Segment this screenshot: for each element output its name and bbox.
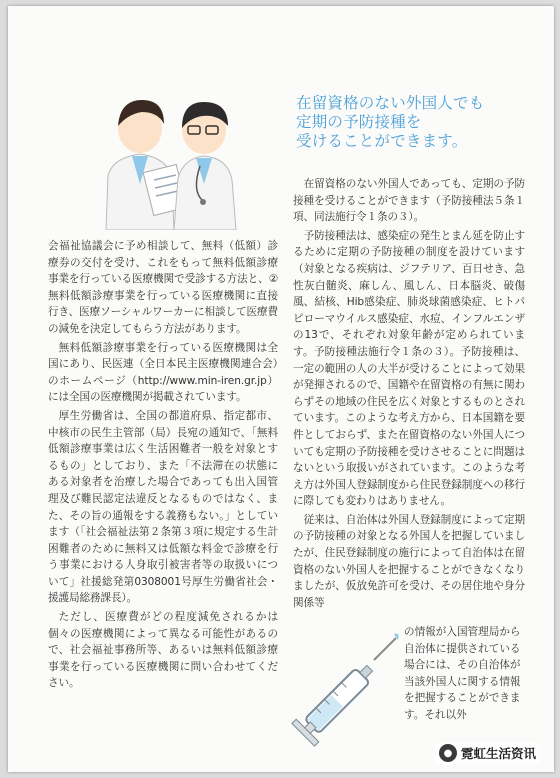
left-paragraph-3: 厚生労働省は、全国の都道府県、指定都市、中核市の民生主管部（局）長宛の通知で、「無料低額診療事業は広く生活困難者一般を対象とするもの」としており、また「不法滞在の状態にある対象者を治療した場合であっても出入国管理及び難民認定法違反となるものではなく、また、その旨の通報をする義務もない。」としています（「社会福祉法第２条第３項に規定する生計困難者のために無料又は低額な料金で診療を行う事業における人身取引被害者等の取扱いについて」社援総発第0308001号厚生労働省社会・援護局総務課長）。 <box>48 409 278 605</box>
wechat-icon: ● <box>439 744 457 762</box>
heading-line-2: 定期の予防接種を <box>296 113 422 131</box>
heading-line-1: 在留資格のない外国人でも <box>296 94 485 112</box>
watermark <box>435 742 540 764</box>
right-paragraph-3: 従来は、自治体は外国人登録制度によって定期の予防接種の対象となる外国人を把握していましたが、住民登録制度の施行によって自治体は在留資格のない外国人を把握することができなくなりましたが、仮放免許可を受け、その居住地や身分関係等 <box>293 513 525 609</box>
left-column <box>48 238 278 694</box>
left-paragraph-2: 無料低額診療事業を行っている医療機関は全国にあり、民医連（全日本民主医療機関連合会）のホームページ（http://www.min-iren.gr.jp）には全国の医療機関が掲載されています。 <box>48 341 278 404</box>
watermark-text: 霓虹生活资讯 <box>460 746 536 761</box>
left-paragraph-4: ただし、医療費がどの程度減免されるかは個々の医療機関によって異なる可能性があるので、社会福祉事務所等、あるいは無料低額診療事業を行っている医療機関に問い合わせてください。 <box>48 611 278 690</box>
heading-line-3: 受けることができます。 <box>296 132 468 150</box>
right-paragraph-2: 予防接種法は、感染症の発生とまん延を防止するために定期の予防接種の制度を設けています（対象となる疾病は、ジフテリア、百日せき、急性灰白髄炎、麻しん、風しん、日本脳炎、破傷風、結核、Hib感染症、肺炎球菌感染症、ヒトパピローマウイルス感染症、水痘、インフルエンザの13で、それぞれ対象年齢が定められています。予防接種法施行令１条の３）。予防接種は、一定の範囲の人の大半が受けることによって効果が発揮されるので、国籍や在留資格の有無に関わらずその地域の住民を広く対象とするものとされています。このような考え方から、日本国籍を要件としておらず、また在留資格のない外国人についても定期の予防接種を受けさせることに問題はないという取扱いがされています。このような考え方は外国人登録制度から住民登録制度への移行に際しても変わりはありません。 <box>293 229 525 508</box>
left-paragraph-1: 会福祉協議会に予め相談して、無料（低額）診療券の交付を受け、これをもって無料低額診療事業を行っている医療機関で受診する方法と、②無料低額診療事業を行っている医療機関に直接行き、医療ソーシャルワーカーに相談して医療費の減免を決定してもらう方法があります。 <box>48 240 278 335</box>
doctors-illustration <box>78 88 258 230</box>
document-page <box>8 6 554 772</box>
right-column-continuation: の情報が入国管理局から自治体に提供されている場合には、その自治体が当該外国人に関する情報を把握することができます。それ以外 <box>404 626 521 721</box>
right-column <box>293 176 525 613</box>
syringe-illustration <box>276 628 404 760</box>
right-paragraph-1: 在留資格のない外国人であっても、定期の予防接種を受けることができます（予防接種法５条１項、同法施行令１条の３）。 <box>293 178 525 224</box>
section-heading <box>296 94 486 151</box>
